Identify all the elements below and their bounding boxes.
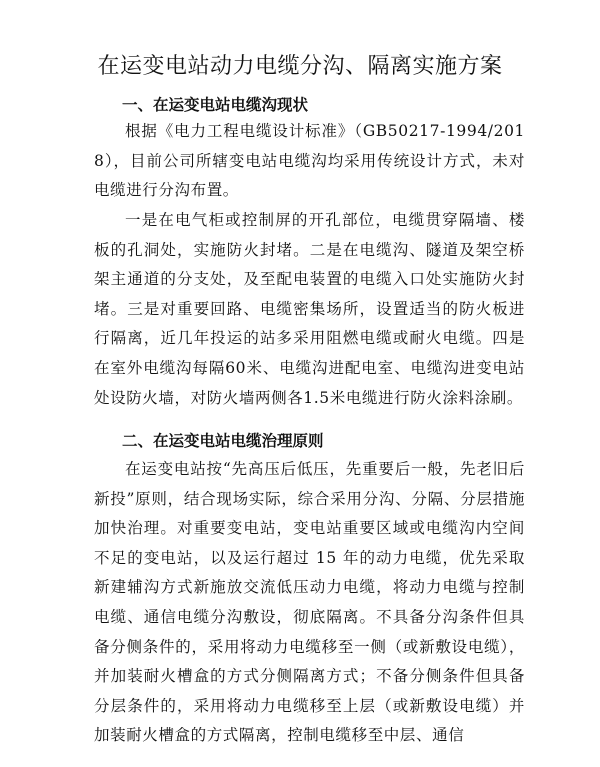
document-title: 在运变电站动力电缆分沟、隔离实施方案 [97, 54, 503, 79]
section-1-paragraph-2: 一是在电气柜或控制屏的开孔部位，电缆贯穿隔墙、楼板的孔洞处，实施防火封堵。二是在电缆沟、隧道及架空桥架主通道的分支处，及至配电装置的电缆入口处实施防火封堵。三是对重要回路、电缆密集场所，设置适当的防火板进行隔离，近几年投运的站多采用阻燃电缆或耐火电缆。四是在室外电缆沟每隔60米、电缆沟进配电室、电缆沟进变电站处设防火墙，对防火墙两侧各1.5米电缆进行防火涂料涂刷。 [94, 211, 525, 407]
section-heading-1: 一、在运变电站电缆沟现状 [122, 96, 309, 114]
section-2-paragraph-1: 在运变电站按“先高压后低压，先重要后一般，先老旧后新投”原则，结合现场实际，综合采用分沟、分隔、分层措施加快治理。对重要变电站，变电站重要区域或电缆沟内空间不足的变电站，以及运行超过 15 年的动力电缆，优先采取新建辅沟方式新施放交流低压动力电缆，将动力电缆与控制电缆、通信电缆分沟敷设，彻底隔离。不具备分沟条件但具备分侧条件的，采用将动力电缆移至一侧（或新敷设电缆），并加装耐火槽盒的方式分侧隔离方式；不备分侧条件但具备分层条件的，采用将动力电缆移至上层（或新敷设电缆）并加装耐火槽盒的方式隔离，控制电缆移至中层、通信 [94, 460, 525, 745]
section-heading-2: 二、在运变电站电缆治理原则 [122, 432, 324, 450]
section-1-paragraph-1: 根据《电力工程电缆设计标准》（GB50217-1994/2018），目前公司所辖变电站电缆沟均采用传统设计方式，未对电缆进行分沟布置。 [94, 122, 525, 200]
